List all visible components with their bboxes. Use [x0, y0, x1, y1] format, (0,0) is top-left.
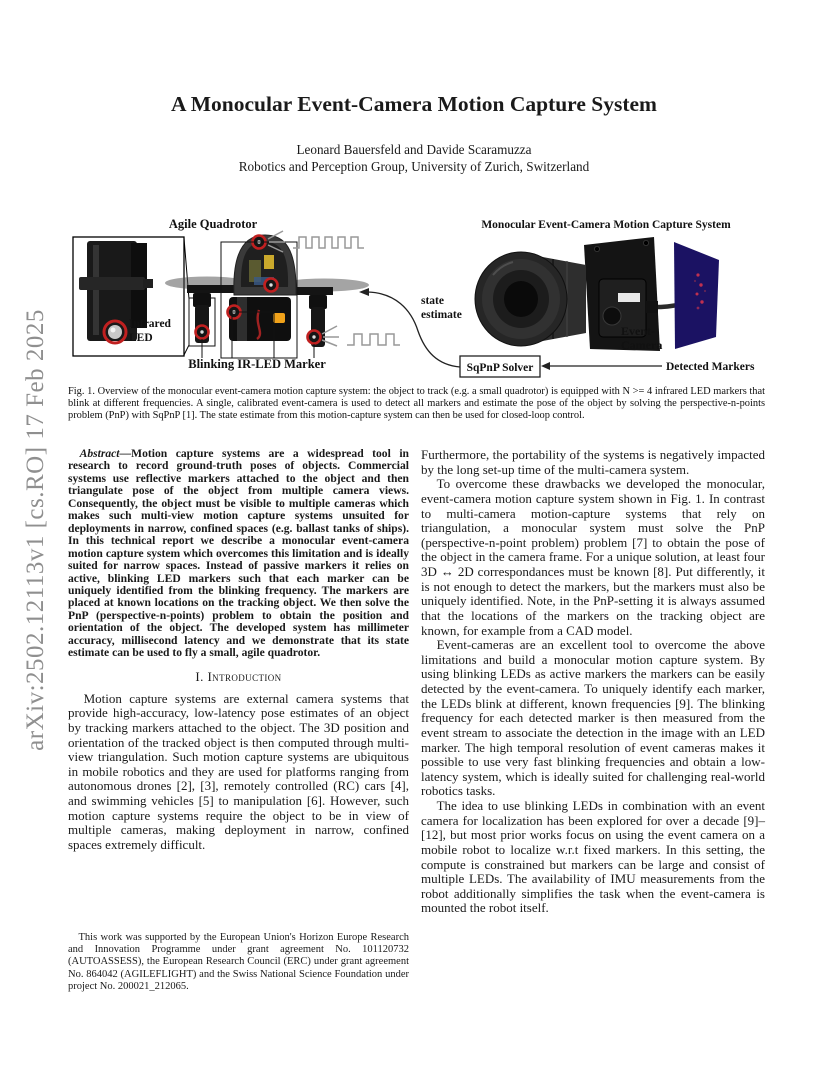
affiliation: Robotics and Perception Group, University of Zurich, Switzerland [238, 159, 590, 175]
funding-footnote: This work was supported by the European Union's Horizon Europe Research and Innovation Programme under grant agreement No. 101120732 (AUTOASSESS), the European Research Council (ERC) under grant agreement No. 864042 (AGILEFLIGHT) and the Swiss National Science Foundation under project No. 200021_212065. [68, 932, 409, 992]
system-label: Monocular Event-Camera Motion Capture System [481, 219, 731, 231]
figure-caption: Fig. 1. Overview of the monocular event-camera motion capture system: the object to track (e.g. a small quadrotor) is equipped with N >= 4 infrared LED markers that blink at different frequencies. A single, calibrated event-camera is used to detect all markers and estimate the pose of the object by solving the perspective-n-points problem (PnP) with SqPnP [1]. The state estimate from this motion-capture system can then be used for closed-loop control. [68, 386, 765, 422]
detected-markers-label: Detected Markers [666, 361, 755, 373]
authors: Leonard Bauersfeld and Davide Scaramuzza [296, 142, 532, 157]
abstract-text: —Motion capture systems are a widespread tool in research to record ground-truth poses of objects. Commercial systems use reflective markers attached to the object and then triangulate pose of the object from multiple camera views. Consequently, the object must be visible to multiple cameras which makes such multi-view motion capture systems unsuited for deployments in narrow, confined spaces (e.g. ballast tanks of ships). In this technical report we describe a monocular event-camera motion capture system which overcomes this limitation and is ideally suited for narrow spaces. Instead of passive markers it relies on active, blinking LED markers such that each marker can be uniquely identified from the blinking frequency. The markers are placed at known locations on the tracking object. We then solve the PnP (perspective-n-points) problem to obtain the position and orientation of the object. The developed system has millimeter accuracy, millisecond latency and we demonstrate that its state estimate can be used to fly a small, agile quadrotor. [68, 447, 409, 660]
page-title: A Monocular Event-Camera Motion Capture System [171, 92, 657, 116]
abstract [68, 448, 409, 660]
sqpnp-solver-label: SqPnP Solver [466, 362, 534, 374]
arxiv-watermark: arXiv:2502.12113v1 [cs.RO] 17 Feb 2025 [22, 309, 49, 751]
right-column [421, 448, 765, 916]
intro-paragraph: Motion capture systems are external camera systems that provide high-accuracy, low-latency pose estimates of an object by tracking markers attached to the object. The 3D position and orientation of the tracked object is then computed through multi-view triangulation. Such motion capture systems are ubiquitous in mobile robotics and they are used for platforms ranging from autonomous drones [2], [3], remotely controlled (RC) cars [4], and swimming vehicles [5] to manipulation [6]. However, such motion capture systems require the object to be in view of multiple cameras, making deployment in narrow, confined spaces extremely difficult. [68, 690, 409, 852]
infrared-led-label-line1: Infrared [129, 318, 171, 330]
abstract-label: Abstract [79, 447, 120, 460]
state-estimate-label-line2: estimate [421, 309, 462, 321]
blinking-marker-label: Blinking IR-LED Marker [188, 357, 326, 371]
body-paragraph: The idea to use blinking LEDs in combination with an event camera for localization has been explored for over a decade [9]–[12], but most prior works focus on using the event camera on a mobile robot to localize w.r.t fixed markers. In this setting, the compute is constrained but markers can be large and consist of multiple LEDs. The availability of IMU measurements from the robot additionally simplifies the task when the event-camera is mounted the robot itself. [421, 798, 765, 916]
infrared-led-label-line2: LED [129, 332, 153, 344]
section-heading-introduction: I. Introduction [195, 668, 282, 684]
state-estimate-label-line1: state [421, 295, 444, 307]
state-estimate-arrow [359, 288, 460, 367]
body-paragraph: Event-cameras are an excellent tool to overcome the above limitations and build a monocular motion capture system. By using blinking LEDs as active markers the markers can be easily detected by the event-camera. To uniquely identify each marker, the LEDs blink at different, known frequencies [9]. The blinking frequency for each detected marker is then measured from the event stream to associate the detection in the image with an LED marker. The high temporal resolution of event cameras makes it possible to use very fast blinking frequencies and obtain a low-latency system, which is ideally suited for challenging real-world robotics tasks. [421, 637, 765, 799]
detected-markers-arrow [541, 362, 662, 370]
sqpnp-solver-box [460, 356, 540, 377]
figure-1-graphic [69, 215, 766, 381]
event-camera-label-line2: Camera [621, 338, 663, 352]
body-paragraph: To overcome these drawbacks we developed the monocular, event-camera motion capture system shown in Fig. 1. In contrast to multi-camera motion-capture systems that rely on triangulation, a monocular system must solve the PnP (perspective-n-point problem) problem [7] to obtain the pose of the object in the camera frame. For a unique solution, at least four 3D ↔ 2D correspondances must be known [8]. Put differently, it is not enough to detect the markers, but the markers must also be uniquely identified. Note, in the PnP-setting it is always assumed that the locations of the markers on the tracking object are known, for example from a CAD model. [421, 476, 765, 638]
event-camera-photo [475, 237, 689, 351]
detected-markers-panel [674, 242, 719, 349]
blink-waveform-slow [322, 326, 400, 346]
agile-quadrotor-label: Agile Quadrotor [168, 217, 258, 231]
author-block [0, 141, 828, 176]
event-camera-label-line1: Event- [621, 324, 655, 338]
inset-zoom-box [73, 237, 189, 356]
left-column [68, 448, 409, 853]
body-paragraph: Furthermore, the portability of the systems is negatively impacted by the long set-up time of the multi-camera system. [421, 447, 765, 477]
figure-1 [69, 215, 766, 381]
